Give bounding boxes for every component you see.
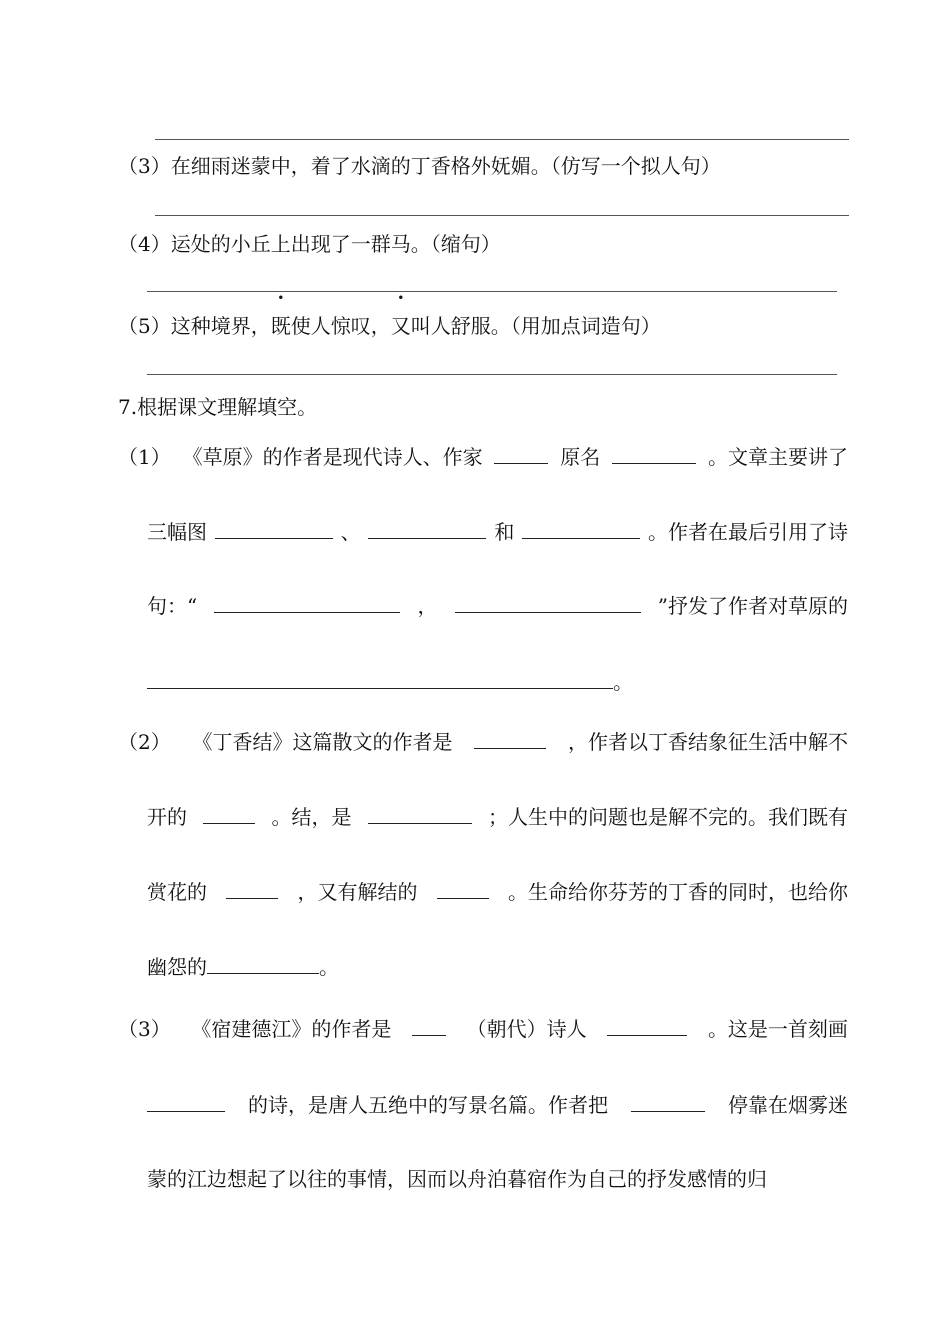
item-text: 在细雨迷蒙中，着了水滴的丁香格外妩媚。 (170, 154, 551, 178)
blank[interactable] (474, 728, 546, 749)
dotted-word: 既 (270, 314, 291, 338)
q7-p2-line2 (147, 803, 848, 831)
text: 。作者在最后引用了诗 (647, 520, 848, 544)
blank[interactable] (522, 518, 640, 539)
answer-line[interactable] (155, 215, 849, 216)
text: ”抒发了作者对草原的 (657, 594, 848, 618)
blank[interactable] (494, 443, 548, 464)
dotted-word: 又 (390, 314, 411, 338)
item-instruction: （缩句） (430, 232, 501, 256)
text: 。 (319, 955, 339, 979)
item-text-part: 叫人舒服。 (410, 314, 511, 338)
text: ，作者以丁香结象征生活中解不 (567, 730, 848, 754)
text: 原名 (560, 445, 601, 469)
text: 。生命给你芬芳的丁香的同时，也给你 (508, 880, 848, 904)
blank[interactable] (437, 878, 489, 899)
item-label: （1） (118, 445, 171, 469)
blank[interactable] (147, 1091, 225, 1112)
blank[interactable] (368, 518, 486, 539)
blank[interactable] (412, 1015, 446, 1036)
text: ；人生中的问题也是解不完的。我们既有 (488, 805, 848, 829)
blank[interactable] (207, 953, 319, 974)
q7-p2-line4 (147, 953, 339, 981)
answer-line[interactable] (147, 374, 837, 375)
text: 。文章主要讲了 (707, 445, 848, 469)
q7-p2-line3 (147, 878, 848, 906)
text: 三幅图 (147, 520, 207, 544)
text: ， (417, 594, 438, 618)
blank[interactable] (612, 443, 696, 464)
text: 。这是一首刻画 (707, 1017, 848, 1041)
blank[interactable] (215, 518, 333, 539)
text: 幽怨的 (147, 955, 207, 979)
text: 。结，是 (271, 805, 352, 829)
q7-p3-line3: 蒙的江边想起了以往的事情，因而以舟泊暮宿作为自己的抒发感情的归 (147, 1167, 767, 1191)
q7-p2-line1 (118, 728, 848, 756)
blank[interactable] (147, 668, 613, 689)
text: 。 (613, 670, 633, 694)
blank[interactable] (226, 878, 278, 899)
blank[interactable] (214, 592, 400, 613)
text: 和 (494, 520, 515, 544)
q6-item-3 (118, 152, 721, 180)
q6-item-5 (118, 312, 661, 340)
item-label: （3） (118, 1017, 171, 1041)
item-label: （2） (118, 730, 171, 754)
item-label: （3） (118, 154, 171, 178)
q7-p3-line1 (118, 1015, 848, 1043)
text: 赏花的 (147, 880, 207, 904)
q7-p1-line3 (147, 592, 848, 620)
text: 开的 (147, 805, 187, 829)
item-text: 运处的小丘上出现了一群马。 (170, 232, 431, 256)
blank[interactable] (203, 803, 255, 824)
text: 的诗，是唐人五绝中的写景名篇。作者把 (248, 1093, 608, 1117)
text: 《宿建德江》的作者是 (191, 1017, 392, 1041)
text: 停靠在烟雾迷 (728, 1093, 848, 1117)
text: 《草原》的作者是现代诗人、作家 (182, 445, 483, 469)
answer-line[interactable] (147, 291, 837, 292)
q7-p1-line2 (147, 518, 848, 546)
blank[interactable] (455, 592, 641, 613)
blank[interactable] (607, 1015, 687, 1036)
text: 、 (340, 520, 361, 544)
item-instruction: （仿写一个拟人句） (550, 154, 721, 178)
answer-line[interactable] (155, 139, 849, 140)
item-text-part: 使人惊叹， (290, 314, 391, 338)
text: （朝代）诗人 (466, 1017, 587, 1041)
item-label: （4） (118, 232, 171, 256)
text: ，又有解结的 (297, 880, 418, 904)
text: 《丁香结》这篇散文的作者是 (192, 730, 453, 754)
q7-p1-line4 (147, 668, 633, 696)
item-label: （5） (118, 314, 171, 338)
text: 句：“ (147, 594, 198, 618)
q7-p3-line2 (147, 1091, 848, 1119)
item-text-part: 这种境界， (170, 314, 271, 338)
item-instruction: （用加点词造句） (510, 314, 661, 338)
blank[interactable] (368, 803, 472, 824)
blank[interactable] (631, 1091, 705, 1112)
q7-p1-line1 (118, 443, 848, 471)
q7-title: 7.根据课文理解填空。 (118, 395, 318, 419)
q6-item-4 (118, 230, 501, 258)
